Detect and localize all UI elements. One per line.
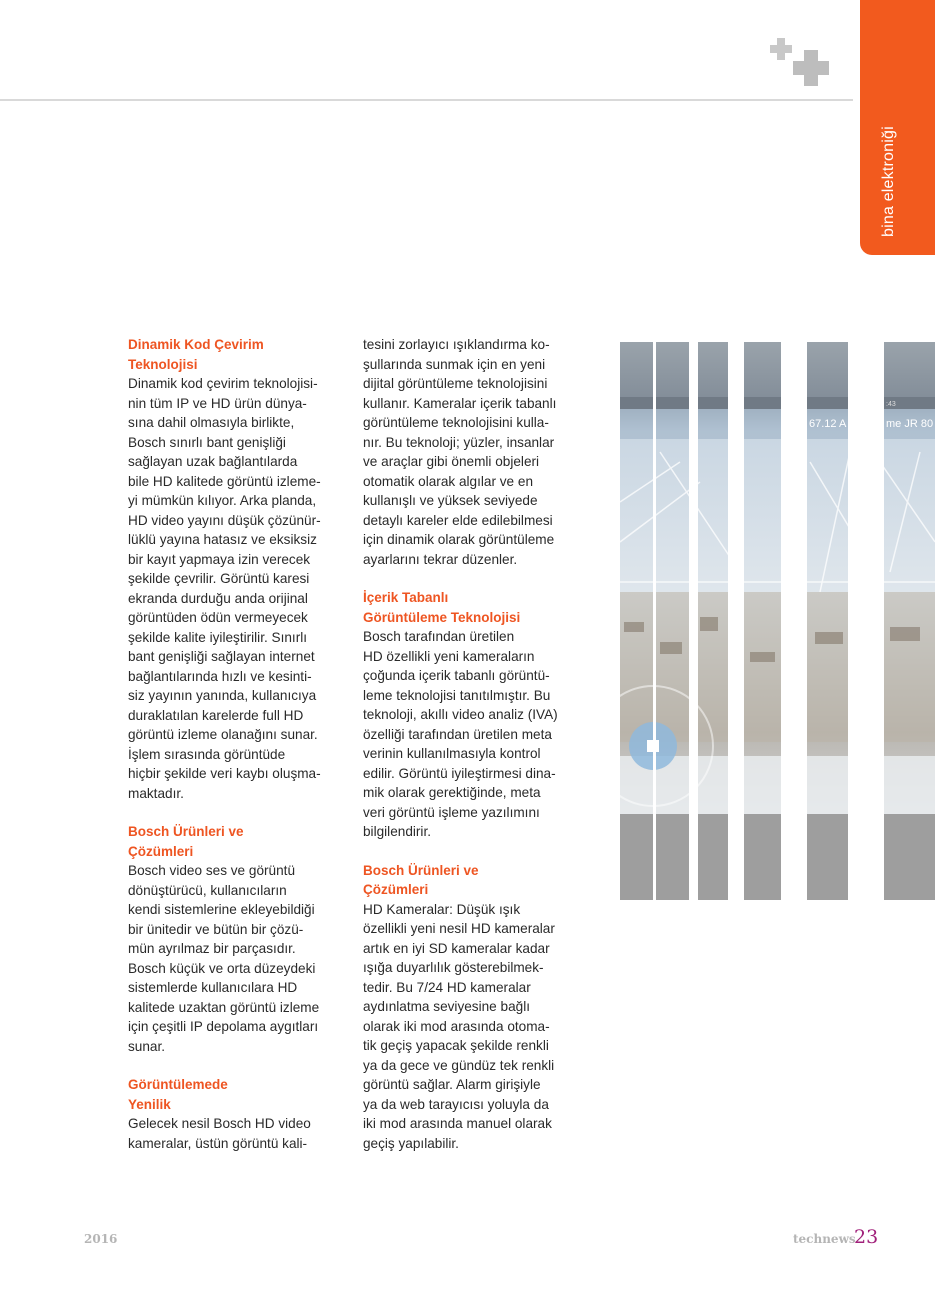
article-section (128, 1075, 343, 1153)
section-body: Gelecek nesil Bosch HD video kameralar, üstün görüntü kali- (128, 1116, 311, 1151)
section-body: tesini zorlayıcı ışıklandırma ko- şullarında sunmak için en yeni dijital görüntüleme teknolojisini kullanır. Kameralar içerik tabanlı görüntüleme teknolojisini kulla- nır. Bu teknoloji; yüzler, insanlar ve araçlar gibi önemli objeleri otomatik olarak algılar ve en kullanışlı ve yüksek seviyede detaylı kareler elde edilebilmesi için dinamik olarak görüntüleme ayarlarını tekrar düzenler. (363, 337, 557, 567)
article-section (128, 822, 343, 1056)
header-rule (0, 99, 853, 101)
photo-overlay-text: 67.12 A (809, 418, 847, 430)
article-section (363, 335, 578, 569)
section-heading: Bosch Ürünleri ve Çözümleri (363, 862, 479, 897)
photo-overlay-text: me JR 80 (886, 418, 934, 430)
section-heading: Görüntülemede Yenilik (128, 1077, 228, 1112)
section-heading: Bosch Ürünleri ve Çözümleri (128, 824, 244, 859)
section-body: Bosch tarafından üretilen HD özellikli yeni kameraların çoğunda içerik tabanlı görüntü- leme teknolojisi tanıtılmıştır. Bu teknoloji, akıllı video analiz (IVA) özelliği tarafından üretilen meta verinin kullanılmasıyla kontrol edilir. Görüntü iyileştirmesi dina- mik olarak gerektiğinde, meta veri görüntü işleme yazılımını bilgilendirir. (363, 629, 558, 839)
footer-year: 2016 (84, 1232, 118, 1246)
section-body: HD Kameralar: Düşük ışık özellikli yeni nesil HD kameralar artık en iyi SD kameralar kadar ışığa duyarlılık gösterebilmek- tedir. Bu 7/24 HD kameralar aydınlatma seviyesine bağlı olarak iki mod arasında otoma- tik geçiş yapacak şekilde renkli ya da gece ve gündüz tek renkli görüntü sağlar. Alarm girişiyle ya da web tarayıcısı yoluyla da iki mod arasında manuel olarak geçiş yapılabilir. (363, 901, 555, 1151)
section-body: Dinamik kod çevirim teknolojisi- nin tüm IP ve HD ürün dünya- sına dahil olmasıyla birlikte, Bosch sınırlı bant genişliği sağlayan uzak bağlantılarda bile HD kalitede görüntü izleme- yi mümkün kılıyor. Arka planda, HD video yayını düşük çözünür- lüklü yayına hatasız ve eksiksiz bir kayıt yapmaya izin verecek şekilde çevrilir. Görüntü karesi ekranda durduğu anda orijinal görüntüden ödün vermeyecek şekilde kalite iyileştirilir. Sınırlı bant genişliği sağlayan internet bağlantılarında hızlı ve kesinti- siz yayının yanında, kullanıcıya duraklatılan karelerde full HD görüntü izleme olanağını sunar. İşlem sırasında görüntüde hiçbir şekilde veri kaybı oluşma- maktadır. (128, 376, 321, 801)
left-column (128, 335, 343, 1172)
double-plus-icon (770, 38, 836, 94)
article-section (363, 861, 578, 1154)
footer-brand: technews (793, 1232, 856, 1246)
section-heading: Dinamik Kod Çevirim Teknolojisi (128, 337, 264, 372)
section-heading: İçerik Tabanlı Görüntüleme Teknolojisi (363, 590, 521, 625)
photo-overlay-text: :43 (886, 401, 896, 408)
section-tab-label: bina elektroniği (880, 126, 897, 237)
section-body: Bosch video ses ve görüntü dönüştürücü, kullanıcıların kendi sistemlerine ekleyebildiği bir ünitedir ve bütün bir çözü- mün ayrılmaz bir parçasıdır. Bosch küçük ve orta düzeydeki sistemlerde kullanıcılara HD kalitede uzaktan görüntü izleme için çeşitli IP depolama aygıtları sunar. (128, 863, 320, 1054)
photo-strips (620, 342, 935, 900)
station-hall-photo (620, 342, 935, 900)
article-section (363, 588, 578, 842)
right-column (363, 335, 578, 1172)
page-number: 23 (854, 1226, 879, 1248)
article-section (128, 335, 343, 803)
